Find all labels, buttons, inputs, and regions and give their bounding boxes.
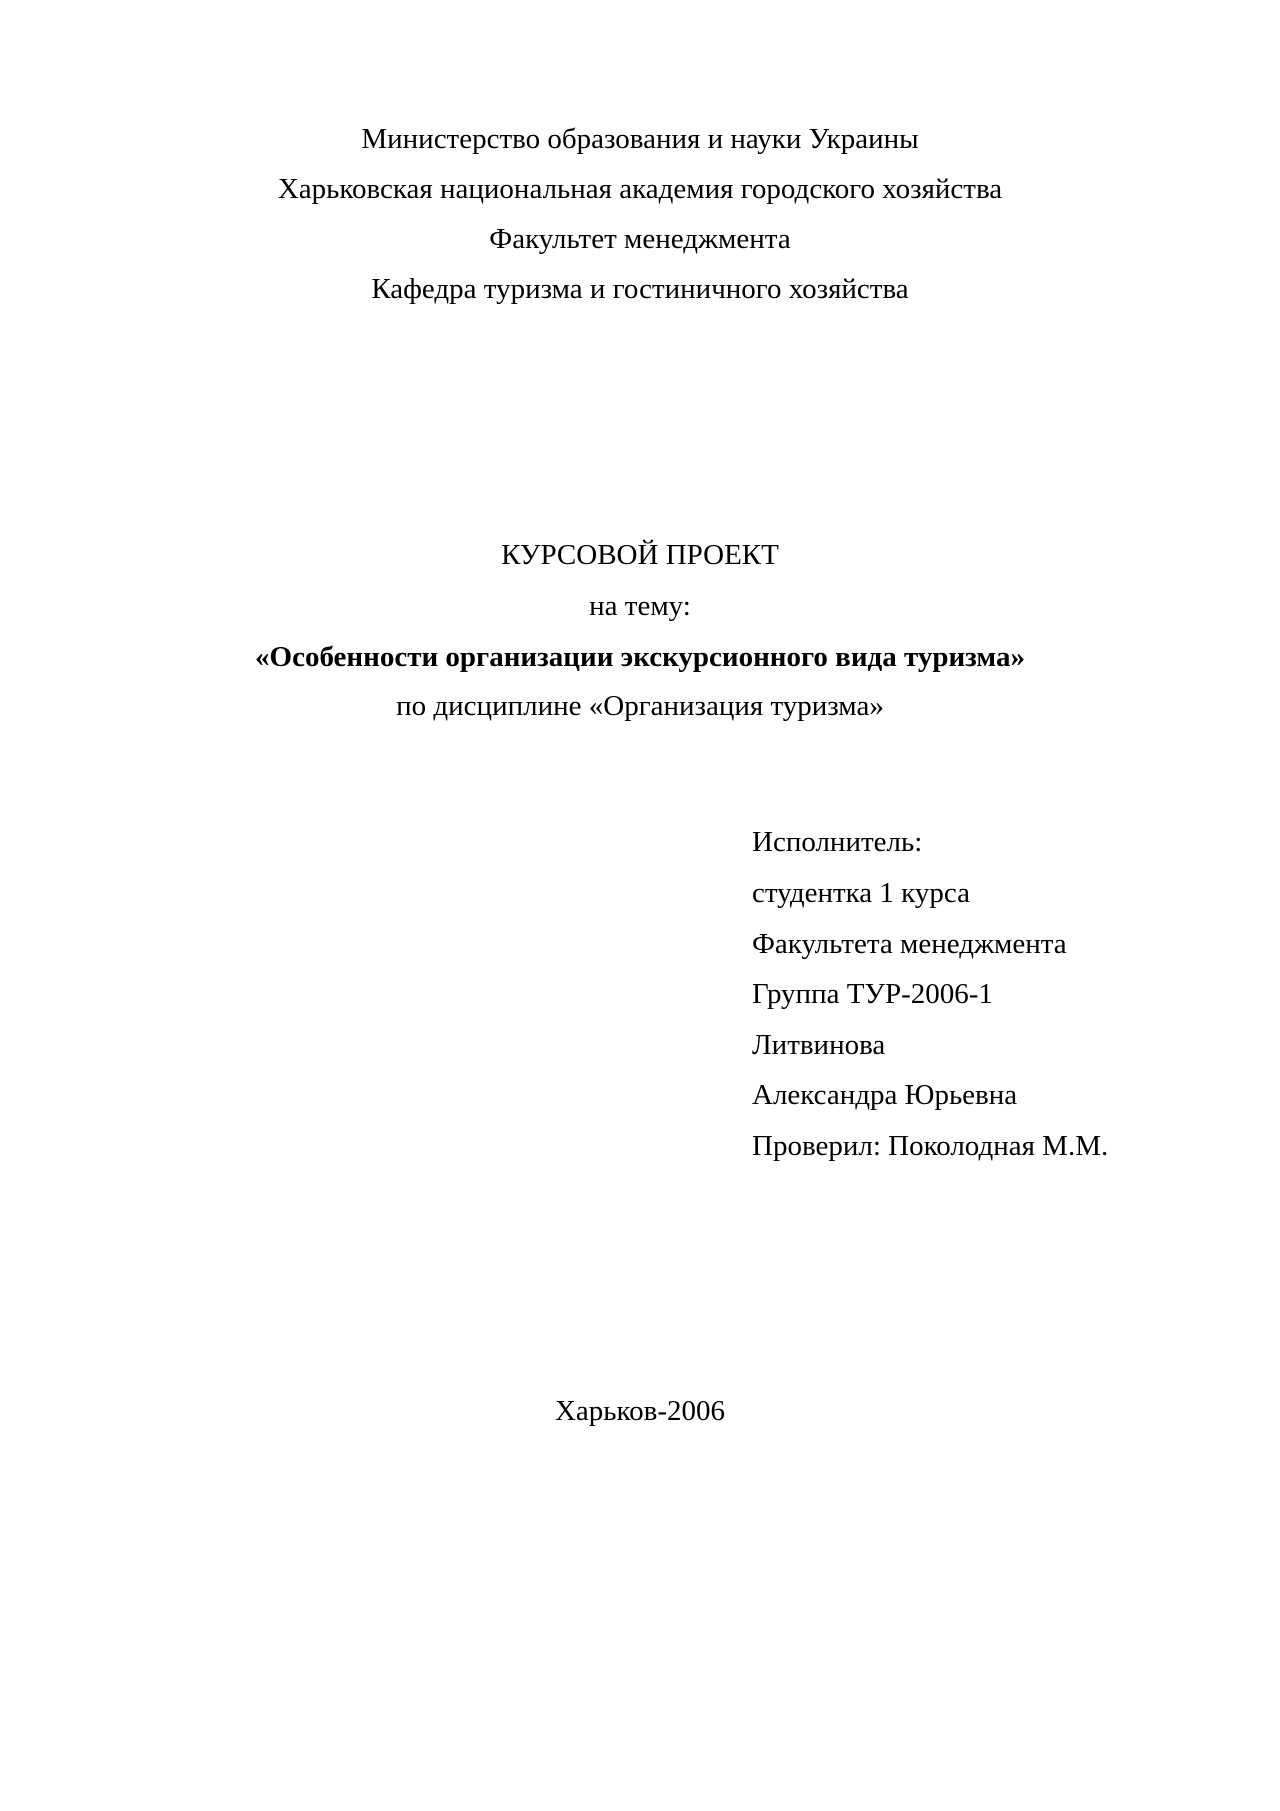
ministry-line: Министерство образования и науки Украины	[361, 123, 919, 155]
document-type-heading: КУРСОВОЙ ПРОЕКТ	[501, 539, 779, 571]
student-faculty: Факультета менеджмента	[752, 928, 1067, 960]
discipline-line: по дисциплине «Организация туризма»	[396, 690, 884, 722]
student-surname: Литвинова	[752, 1029, 886, 1061]
topic-title: «Особенности организации экскурсионного вида туризма»	[255, 641, 1025, 673]
student-name: Александра Юрьевна	[752, 1079, 1018, 1111]
student-course: студентка 1 курса	[752, 877, 970, 909]
faculty-line: Факультет менеджмента	[489, 223, 791, 255]
checked-by: Проверил: Поколодная М.М.	[752, 1130, 1109, 1162]
department-line: Кафедра туризма и гостиничного хозяйства	[371, 273, 909, 305]
performer-label: Исполнитель:	[752, 826, 923, 858]
city-year: Харьков-2006	[554, 1395, 725, 1427]
topic-intro: на тему:	[589, 590, 691, 622]
academy-line: Харьковская национальная академия городского хозяйства	[277, 173, 1003, 205]
student-group: Группа ТУР-2006-1	[752, 978, 993, 1010]
